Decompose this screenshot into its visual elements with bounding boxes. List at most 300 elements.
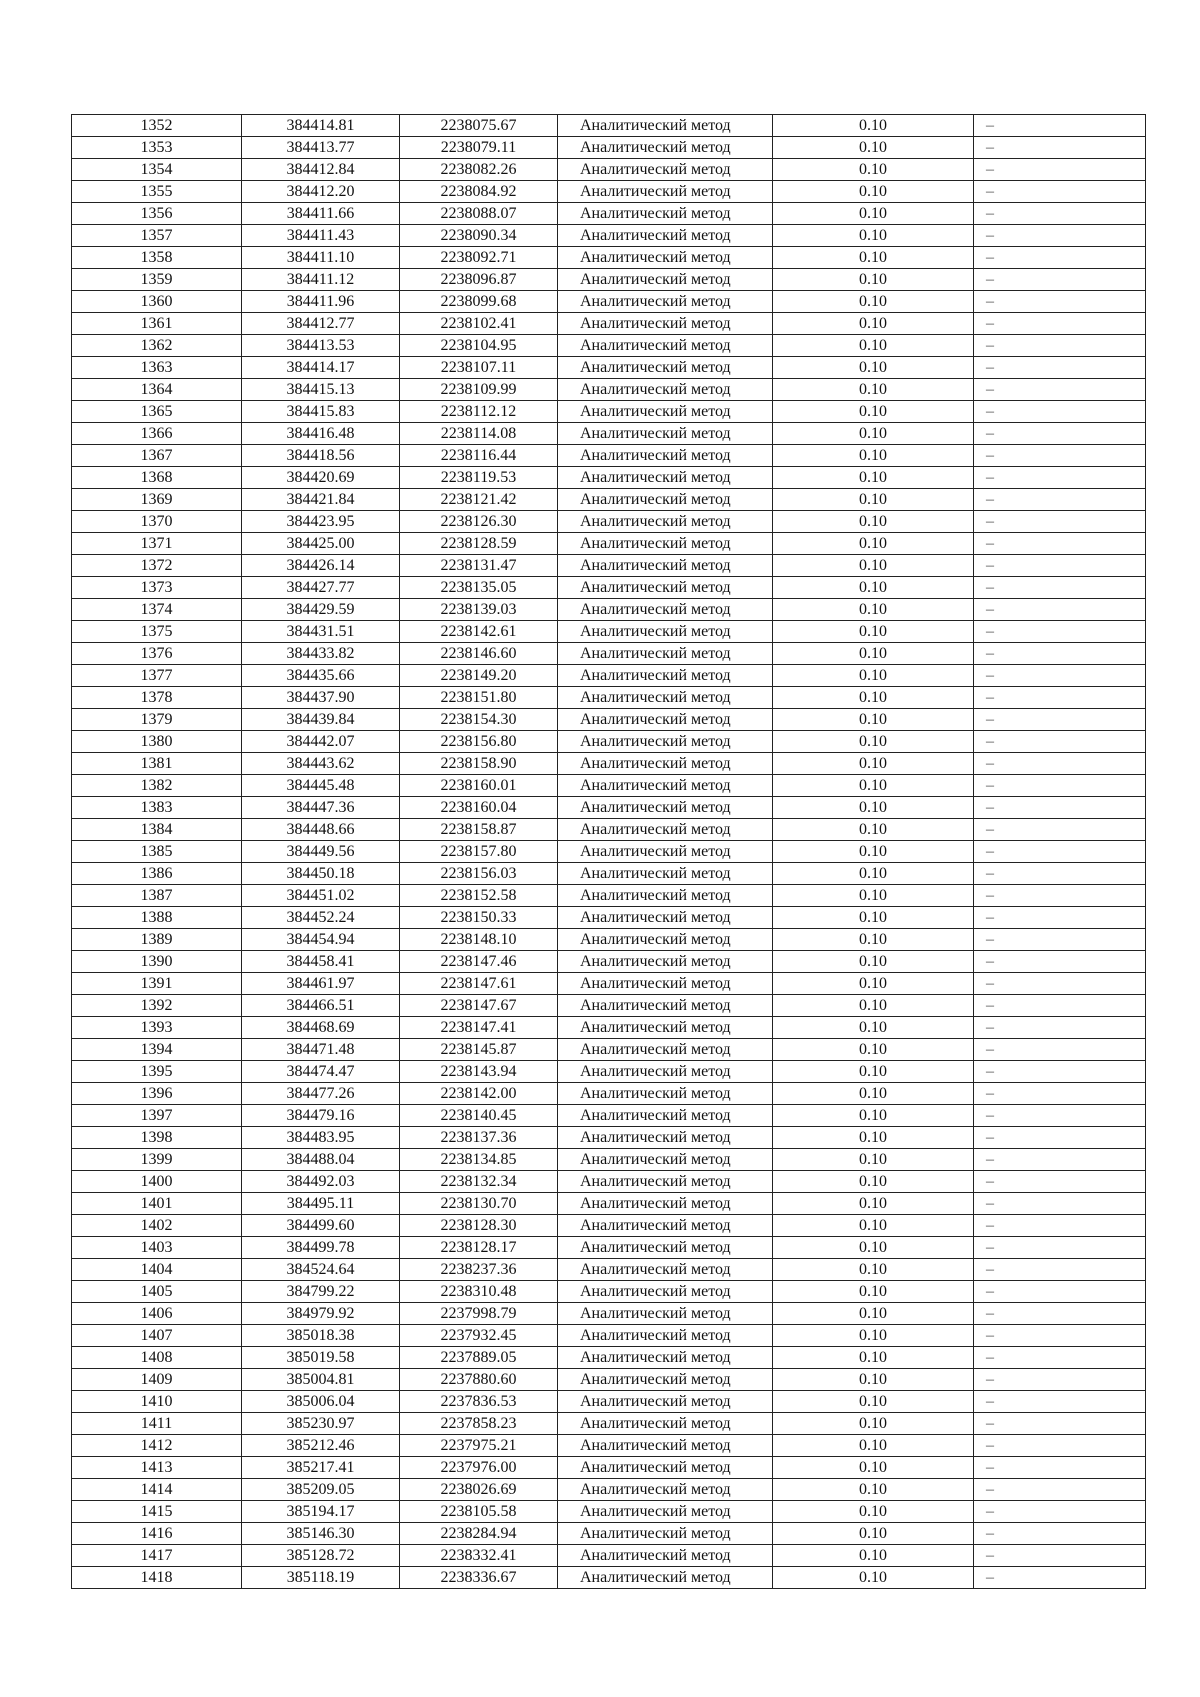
- description-cell: –: [974, 885, 1146, 907]
- point-number-cell: 1385: [72, 841, 242, 863]
- description-cell: –: [974, 247, 1146, 269]
- method-cell: Аналитический метод: [558, 1193, 773, 1215]
- accuracy-cell: 0.10: [773, 1193, 974, 1215]
- description-cell: –: [974, 1567, 1146, 1589]
- description-cell: –: [974, 797, 1146, 819]
- description-cell: –: [974, 555, 1146, 577]
- accuracy-cell: 0.10: [773, 357, 974, 379]
- y-coordinate-cell: 2238105.58: [400, 1501, 558, 1523]
- method-cell: Аналитический метод: [558, 1303, 773, 1325]
- description-cell: –: [974, 1369, 1146, 1391]
- method-cell: Аналитический метод: [558, 929, 773, 951]
- accuracy-cell: 0.10: [773, 885, 974, 907]
- accuracy-cell: 0.10: [773, 1237, 974, 1259]
- y-coordinate-cell: 2238284.94: [400, 1523, 558, 1545]
- method-cell: Аналитический метод: [558, 577, 773, 599]
- x-coordinate-cell: 384499.60: [242, 1215, 400, 1237]
- method-cell: Аналитический метод: [558, 775, 773, 797]
- description-cell: –: [974, 423, 1146, 445]
- y-coordinate-cell: 2238137.36: [400, 1127, 558, 1149]
- y-coordinate-cell: 2238075.67: [400, 115, 558, 137]
- method-cell: Аналитический метод: [558, 1281, 773, 1303]
- table-row: [72, 1061, 1146, 1083]
- y-coordinate-cell: 2238148.10: [400, 929, 558, 951]
- description-cell: –: [974, 929, 1146, 951]
- accuracy-cell: 0.10: [773, 643, 974, 665]
- accuracy-cell: 0.10: [773, 687, 974, 709]
- accuracy-cell: 0.10: [773, 445, 974, 467]
- method-cell: Аналитический метод: [558, 467, 773, 489]
- method-cell: Аналитический метод: [558, 555, 773, 577]
- point-number-cell: 1354: [72, 159, 242, 181]
- x-coordinate-cell: 384524.64: [242, 1259, 400, 1281]
- point-number-cell: 1386: [72, 863, 242, 885]
- point-number-cell: 1406: [72, 1303, 242, 1325]
- table-row: [72, 973, 1146, 995]
- accuracy-cell: 0.10: [773, 379, 974, 401]
- table-row: [72, 709, 1146, 731]
- x-coordinate-cell: 384415.83: [242, 401, 400, 423]
- point-number-cell: 1356: [72, 203, 242, 225]
- y-coordinate-cell: 2238146.60: [400, 643, 558, 665]
- description-cell: –: [974, 753, 1146, 775]
- point-number-cell: 1394: [72, 1039, 242, 1061]
- description-cell: –: [974, 1039, 1146, 1061]
- y-coordinate-cell: 2238134.85: [400, 1149, 558, 1171]
- y-coordinate-cell: 2238126.30: [400, 511, 558, 533]
- x-coordinate-cell: 384426.14: [242, 555, 400, 577]
- x-coordinate-cell: 384411.96: [242, 291, 400, 313]
- y-coordinate-cell: 2238026.69: [400, 1479, 558, 1501]
- point-number-cell: 1375: [72, 621, 242, 643]
- method-cell: Аналитический метод: [558, 951, 773, 973]
- method-cell: Аналитический метод: [558, 269, 773, 291]
- method-cell: Аналитический метод: [558, 709, 773, 731]
- accuracy-cell: 0.10: [773, 863, 974, 885]
- point-number-cell: 1401: [72, 1193, 242, 1215]
- x-coordinate-cell: 384411.10: [242, 247, 400, 269]
- y-coordinate-cell: 2238310.48: [400, 1281, 558, 1303]
- description-cell: –: [974, 1325, 1146, 1347]
- y-coordinate-cell: 2238157.80: [400, 841, 558, 863]
- point-number-cell: 1409: [72, 1369, 242, 1391]
- description-cell: –: [974, 533, 1146, 555]
- x-coordinate-cell: 384461.97: [242, 973, 400, 995]
- method-cell: Аналитический метод: [558, 181, 773, 203]
- description-cell: –: [974, 1017, 1146, 1039]
- accuracy-cell: 0.10: [773, 951, 974, 973]
- y-coordinate-cell: 2237836.53: [400, 1391, 558, 1413]
- table-row: [72, 159, 1146, 181]
- method-cell: Аналитический метод: [558, 665, 773, 687]
- table-row: [72, 269, 1146, 291]
- description-cell: –: [974, 1501, 1146, 1523]
- x-coordinate-cell: 384492.03: [242, 1171, 400, 1193]
- y-coordinate-cell: 2238121.42: [400, 489, 558, 511]
- table-row: [72, 533, 1146, 555]
- description-cell: –: [974, 467, 1146, 489]
- point-number-cell: 1391: [72, 973, 242, 995]
- description-cell: –: [974, 577, 1146, 599]
- method-cell: Аналитический метод: [558, 995, 773, 1017]
- table-row: [72, 819, 1146, 841]
- x-coordinate-cell: 384477.26: [242, 1083, 400, 1105]
- description-cell: –: [974, 1457, 1146, 1479]
- x-coordinate-cell: 384448.66: [242, 819, 400, 841]
- point-number-cell: 1383: [72, 797, 242, 819]
- x-coordinate-cell: 384435.66: [242, 665, 400, 687]
- table-row: [72, 1391, 1146, 1413]
- point-number-cell: 1412: [72, 1435, 242, 1457]
- point-number-cell: 1363: [72, 357, 242, 379]
- x-coordinate-cell: 384418.56: [242, 445, 400, 467]
- accuracy-cell: 0.10: [773, 1215, 974, 1237]
- table-row: [72, 577, 1146, 599]
- y-coordinate-cell: 2238132.34: [400, 1171, 558, 1193]
- x-coordinate-cell: 385004.81: [242, 1369, 400, 1391]
- x-coordinate-cell: 384439.84: [242, 709, 400, 731]
- accuracy-cell: 0.10: [773, 621, 974, 643]
- point-number-cell: 1365: [72, 401, 242, 423]
- table-row: [72, 1523, 1146, 1545]
- description-cell: –: [974, 951, 1146, 973]
- x-coordinate-cell: 384411.43: [242, 225, 400, 247]
- description-cell: –: [974, 379, 1146, 401]
- x-coordinate-cell: 385018.38: [242, 1325, 400, 1347]
- description-cell: –: [974, 621, 1146, 643]
- method-cell: Аналитический метод: [558, 291, 773, 313]
- description-cell: –: [974, 1303, 1146, 1325]
- method-cell: Аналитический метод: [558, 313, 773, 335]
- point-number-cell: 1376: [72, 643, 242, 665]
- x-coordinate-cell: 384488.04: [242, 1149, 400, 1171]
- method-cell: Аналитический метод: [558, 1413, 773, 1435]
- accuracy-cell: 0.10: [773, 1281, 974, 1303]
- x-coordinate-cell: 384450.18: [242, 863, 400, 885]
- method-cell: Аналитический метод: [558, 137, 773, 159]
- y-coordinate-cell: 2238154.30: [400, 709, 558, 731]
- accuracy-cell: 0.10: [773, 533, 974, 555]
- x-coordinate-cell: 384427.77: [242, 577, 400, 599]
- y-coordinate-cell: 2238336.67: [400, 1567, 558, 1589]
- y-coordinate-cell: 2237975.21: [400, 1435, 558, 1457]
- method-cell: Аналитический метод: [558, 1237, 773, 1259]
- accuracy-cell: 0.10: [773, 1347, 974, 1369]
- point-number-cell: 1404: [72, 1259, 242, 1281]
- description-cell: –: [974, 1061, 1146, 1083]
- accuracy-cell: 0.10: [773, 753, 974, 775]
- point-number-cell: 1364: [72, 379, 242, 401]
- table-row: [72, 885, 1146, 907]
- method-cell: Аналитический метод: [558, 489, 773, 511]
- x-coordinate-cell: 384442.07: [242, 731, 400, 753]
- point-number-cell: 1408: [72, 1347, 242, 1369]
- accuracy-cell: 0.10: [773, 929, 974, 951]
- point-number-cell: 1410: [72, 1391, 242, 1413]
- y-coordinate-cell: 2238151.80: [400, 687, 558, 709]
- table-row: [72, 929, 1146, 951]
- accuracy-cell: 0.10: [773, 401, 974, 423]
- x-coordinate-cell: 384799.22: [242, 1281, 400, 1303]
- method-cell: Аналитический метод: [558, 1171, 773, 1193]
- accuracy-cell: 0.10: [773, 1457, 974, 1479]
- x-coordinate-cell: 384416.48: [242, 423, 400, 445]
- description-cell: –: [974, 137, 1146, 159]
- point-number-cell: 1403: [72, 1237, 242, 1259]
- table-row: [72, 1413, 1146, 1435]
- description-cell: –: [974, 1127, 1146, 1149]
- point-number-cell: 1414: [72, 1479, 242, 1501]
- method-cell: Аналитический метод: [558, 511, 773, 533]
- y-coordinate-cell: 2238135.05: [400, 577, 558, 599]
- accuracy-cell: 0.10: [773, 1413, 974, 1435]
- accuracy-cell: 0.10: [773, 423, 974, 445]
- accuracy-cell: 0.10: [773, 775, 974, 797]
- method-cell: Аналитический метод: [558, 1501, 773, 1523]
- method-cell: Аналитический метод: [558, 643, 773, 665]
- description-cell: –: [974, 863, 1146, 885]
- y-coordinate-cell: 2238090.34: [400, 225, 558, 247]
- method-cell: Аналитический метод: [558, 357, 773, 379]
- y-coordinate-cell: 2237858.23: [400, 1413, 558, 1435]
- x-coordinate-cell: 385128.72: [242, 1545, 400, 1567]
- description-cell: –: [974, 159, 1146, 181]
- point-number-cell: 1388: [72, 907, 242, 929]
- x-coordinate-cell: 384429.59: [242, 599, 400, 621]
- y-coordinate-cell: 2238160.04: [400, 797, 558, 819]
- y-coordinate-cell: 2238150.33: [400, 907, 558, 929]
- table-row: [72, 1325, 1146, 1347]
- accuracy-cell: 0.10: [773, 511, 974, 533]
- description-cell: –: [974, 841, 1146, 863]
- y-coordinate-cell: 2238156.03: [400, 863, 558, 885]
- table-row: [72, 1545, 1146, 1567]
- x-coordinate-cell: 385146.30: [242, 1523, 400, 1545]
- table-row: [72, 951, 1146, 973]
- y-coordinate-cell: 2238140.45: [400, 1105, 558, 1127]
- description-cell: –: [974, 115, 1146, 137]
- table-row: [72, 291, 1146, 313]
- table-row: [72, 665, 1146, 687]
- table-row: [72, 863, 1146, 885]
- table-row: [72, 1347, 1146, 1369]
- description-cell: –: [974, 1545, 1146, 1567]
- accuracy-cell: 0.10: [773, 159, 974, 181]
- description-cell: –: [974, 731, 1146, 753]
- x-coordinate-cell: 384479.16: [242, 1105, 400, 1127]
- description-cell: –: [974, 995, 1146, 1017]
- accuracy-cell: 0.10: [773, 577, 974, 599]
- accuracy-cell: 0.10: [773, 1259, 974, 1281]
- y-coordinate-cell: 2238107.11: [400, 357, 558, 379]
- y-coordinate-cell: 2238332.41: [400, 1545, 558, 1567]
- point-number-cell: 1411: [72, 1413, 242, 1435]
- table-row: [72, 841, 1146, 863]
- point-number-cell: 1379: [72, 709, 242, 731]
- method-cell: Аналитический метод: [558, 1435, 773, 1457]
- point-number-cell: 1361: [72, 313, 242, 335]
- y-coordinate-cell: 2238147.46: [400, 951, 558, 973]
- description-cell: –: [974, 203, 1146, 225]
- x-coordinate-cell: 384423.95: [242, 511, 400, 533]
- method-cell: Аналитический метод: [558, 445, 773, 467]
- description-cell: –: [974, 1523, 1146, 1545]
- accuracy-cell: 0.10: [773, 555, 974, 577]
- table-row: [72, 1039, 1146, 1061]
- table-row: [72, 1259, 1146, 1281]
- description-cell: –: [974, 643, 1146, 665]
- description-cell: –: [974, 335, 1146, 357]
- table-row: [72, 1127, 1146, 1149]
- method-cell: Аналитический метод: [558, 1149, 773, 1171]
- y-coordinate-cell: 2238131.47: [400, 555, 558, 577]
- y-coordinate-cell: 2238149.20: [400, 665, 558, 687]
- accuracy-cell: 0.10: [773, 841, 974, 863]
- accuracy-cell: 0.10: [773, 1545, 974, 1567]
- accuracy-cell: 0.10: [773, 907, 974, 929]
- method-cell: Аналитический метод: [558, 423, 773, 445]
- point-number-cell: 1380: [72, 731, 242, 753]
- point-number-cell: 1366: [72, 423, 242, 445]
- table-row: [72, 599, 1146, 621]
- method-cell: Аналитический метод: [558, 1083, 773, 1105]
- point-number-cell: 1389: [72, 929, 242, 951]
- x-coordinate-cell: 385118.19: [242, 1567, 400, 1589]
- point-number-cell: 1399: [72, 1149, 242, 1171]
- method-cell: Аналитический метод: [558, 885, 773, 907]
- accuracy-cell: 0.10: [773, 247, 974, 269]
- method-cell: Аналитический метод: [558, 1061, 773, 1083]
- accuracy-cell: 0.10: [773, 1303, 974, 1325]
- x-coordinate-cell: 384421.84: [242, 489, 400, 511]
- y-coordinate-cell: 2238142.61: [400, 621, 558, 643]
- point-number-cell: 1407: [72, 1325, 242, 1347]
- x-coordinate-cell: 384979.92: [242, 1303, 400, 1325]
- point-number-cell: 1398: [72, 1127, 242, 1149]
- table-row: [72, 1237, 1146, 1259]
- table-row: [72, 731, 1146, 753]
- y-coordinate-cell: 2237889.05: [400, 1347, 558, 1369]
- point-number-cell: 1400: [72, 1171, 242, 1193]
- description-cell: –: [974, 599, 1146, 621]
- description-cell: –: [974, 973, 1146, 995]
- y-coordinate-cell: 2238128.17: [400, 1237, 558, 1259]
- point-number-cell: 1413: [72, 1457, 242, 1479]
- description-cell: –: [974, 687, 1146, 709]
- method-cell: Аналитический метод: [558, 1105, 773, 1127]
- method-cell: Аналитический метод: [558, 379, 773, 401]
- description-cell: –: [974, 1435, 1146, 1457]
- accuracy-cell: 0.10: [773, 1083, 974, 1105]
- x-coordinate-cell: 385194.17: [242, 1501, 400, 1523]
- table-row: [72, 1501, 1146, 1523]
- description-cell: –: [974, 1083, 1146, 1105]
- y-coordinate-cell: 2238130.70: [400, 1193, 558, 1215]
- x-coordinate-cell: 384433.82: [242, 643, 400, 665]
- accuracy-cell: 0.10: [773, 269, 974, 291]
- method-cell: Аналитический метод: [558, 819, 773, 841]
- description-cell: –: [974, 357, 1146, 379]
- description-cell: –: [974, 489, 1146, 511]
- point-number-cell: 1358: [72, 247, 242, 269]
- method-cell: Аналитический метод: [558, 731, 773, 753]
- description-cell: –: [974, 401, 1146, 423]
- accuracy-cell: 0.10: [773, 731, 974, 753]
- y-coordinate-cell: 2238096.87: [400, 269, 558, 291]
- method-cell: Аналитический метод: [558, 533, 773, 555]
- accuracy-cell: 0.10: [773, 1039, 974, 1061]
- coordinates-table: [71, 114, 1146, 1589]
- table-row: [72, 907, 1146, 929]
- table-row: [72, 1149, 1146, 1171]
- method-cell: Аналитический метод: [558, 1325, 773, 1347]
- table-row: [72, 1479, 1146, 1501]
- table-row: [72, 115, 1146, 137]
- method-cell: Аналитический метод: [558, 225, 773, 247]
- table-row: [72, 753, 1146, 775]
- point-number-cell: 1360: [72, 291, 242, 313]
- description-cell: –: [974, 1391, 1146, 1413]
- method-cell: Аналитический метод: [558, 1479, 773, 1501]
- x-coordinate-cell: 384413.53: [242, 335, 400, 357]
- table-row: [72, 1017, 1146, 1039]
- point-number-cell: 1405: [72, 1281, 242, 1303]
- point-number-cell: 1378: [72, 687, 242, 709]
- y-coordinate-cell: 2238112.12: [400, 401, 558, 423]
- description-cell: –: [974, 1215, 1146, 1237]
- x-coordinate-cell: 384437.90: [242, 687, 400, 709]
- y-coordinate-cell: 2238104.95: [400, 335, 558, 357]
- y-coordinate-cell: 2238116.44: [400, 445, 558, 467]
- accuracy-cell: 0.10: [773, 1567, 974, 1589]
- table-row: [72, 1369, 1146, 1391]
- method-cell: Аналитический метод: [558, 1039, 773, 1061]
- method-cell: Аналитический метод: [558, 1523, 773, 1545]
- accuracy-cell: 0.10: [773, 1149, 974, 1171]
- y-coordinate-cell: 2238158.87: [400, 819, 558, 841]
- method-cell: Аналитический метод: [558, 841, 773, 863]
- y-coordinate-cell: 2238160.01: [400, 775, 558, 797]
- accuracy-cell: 0.10: [773, 467, 974, 489]
- y-coordinate-cell: 2238139.03: [400, 599, 558, 621]
- point-number-cell: 1372: [72, 555, 242, 577]
- y-coordinate-cell: 2238147.67: [400, 995, 558, 1017]
- description-cell: –: [974, 1237, 1146, 1259]
- x-coordinate-cell: 384452.24: [242, 907, 400, 929]
- table-row: [72, 423, 1146, 445]
- point-number-cell: 1395: [72, 1061, 242, 1083]
- method-cell: Аналитический метод: [558, 115, 773, 137]
- point-number-cell: 1357: [72, 225, 242, 247]
- y-coordinate-cell: 2238143.94: [400, 1061, 558, 1083]
- table-row: [72, 621, 1146, 643]
- y-coordinate-cell: 2237976.00: [400, 1457, 558, 1479]
- x-coordinate-cell: 384443.62: [242, 753, 400, 775]
- point-number-cell: 1393: [72, 1017, 242, 1039]
- table-row: [72, 643, 1146, 665]
- x-coordinate-cell: 385217.41: [242, 1457, 400, 1479]
- point-number-cell: 1373: [72, 577, 242, 599]
- description-cell: –: [974, 1171, 1146, 1193]
- y-coordinate-cell: 2238147.61: [400, 973, 558, 995]
- table-row: [72, 225, 1146, 247]
- table-row: [72, 511, 1146, 533]
- table-row: [72, 489, 1146, 511]
- accuracy-cell: 0.10: [773, 137, 974, 159]
- table-row: [72, 1215, 1146, 1237]
- y-coordinate-cell: 2238082.26: [400, 159, 558, 181]
- table-row: [72, 1567, 1146, 1589]
